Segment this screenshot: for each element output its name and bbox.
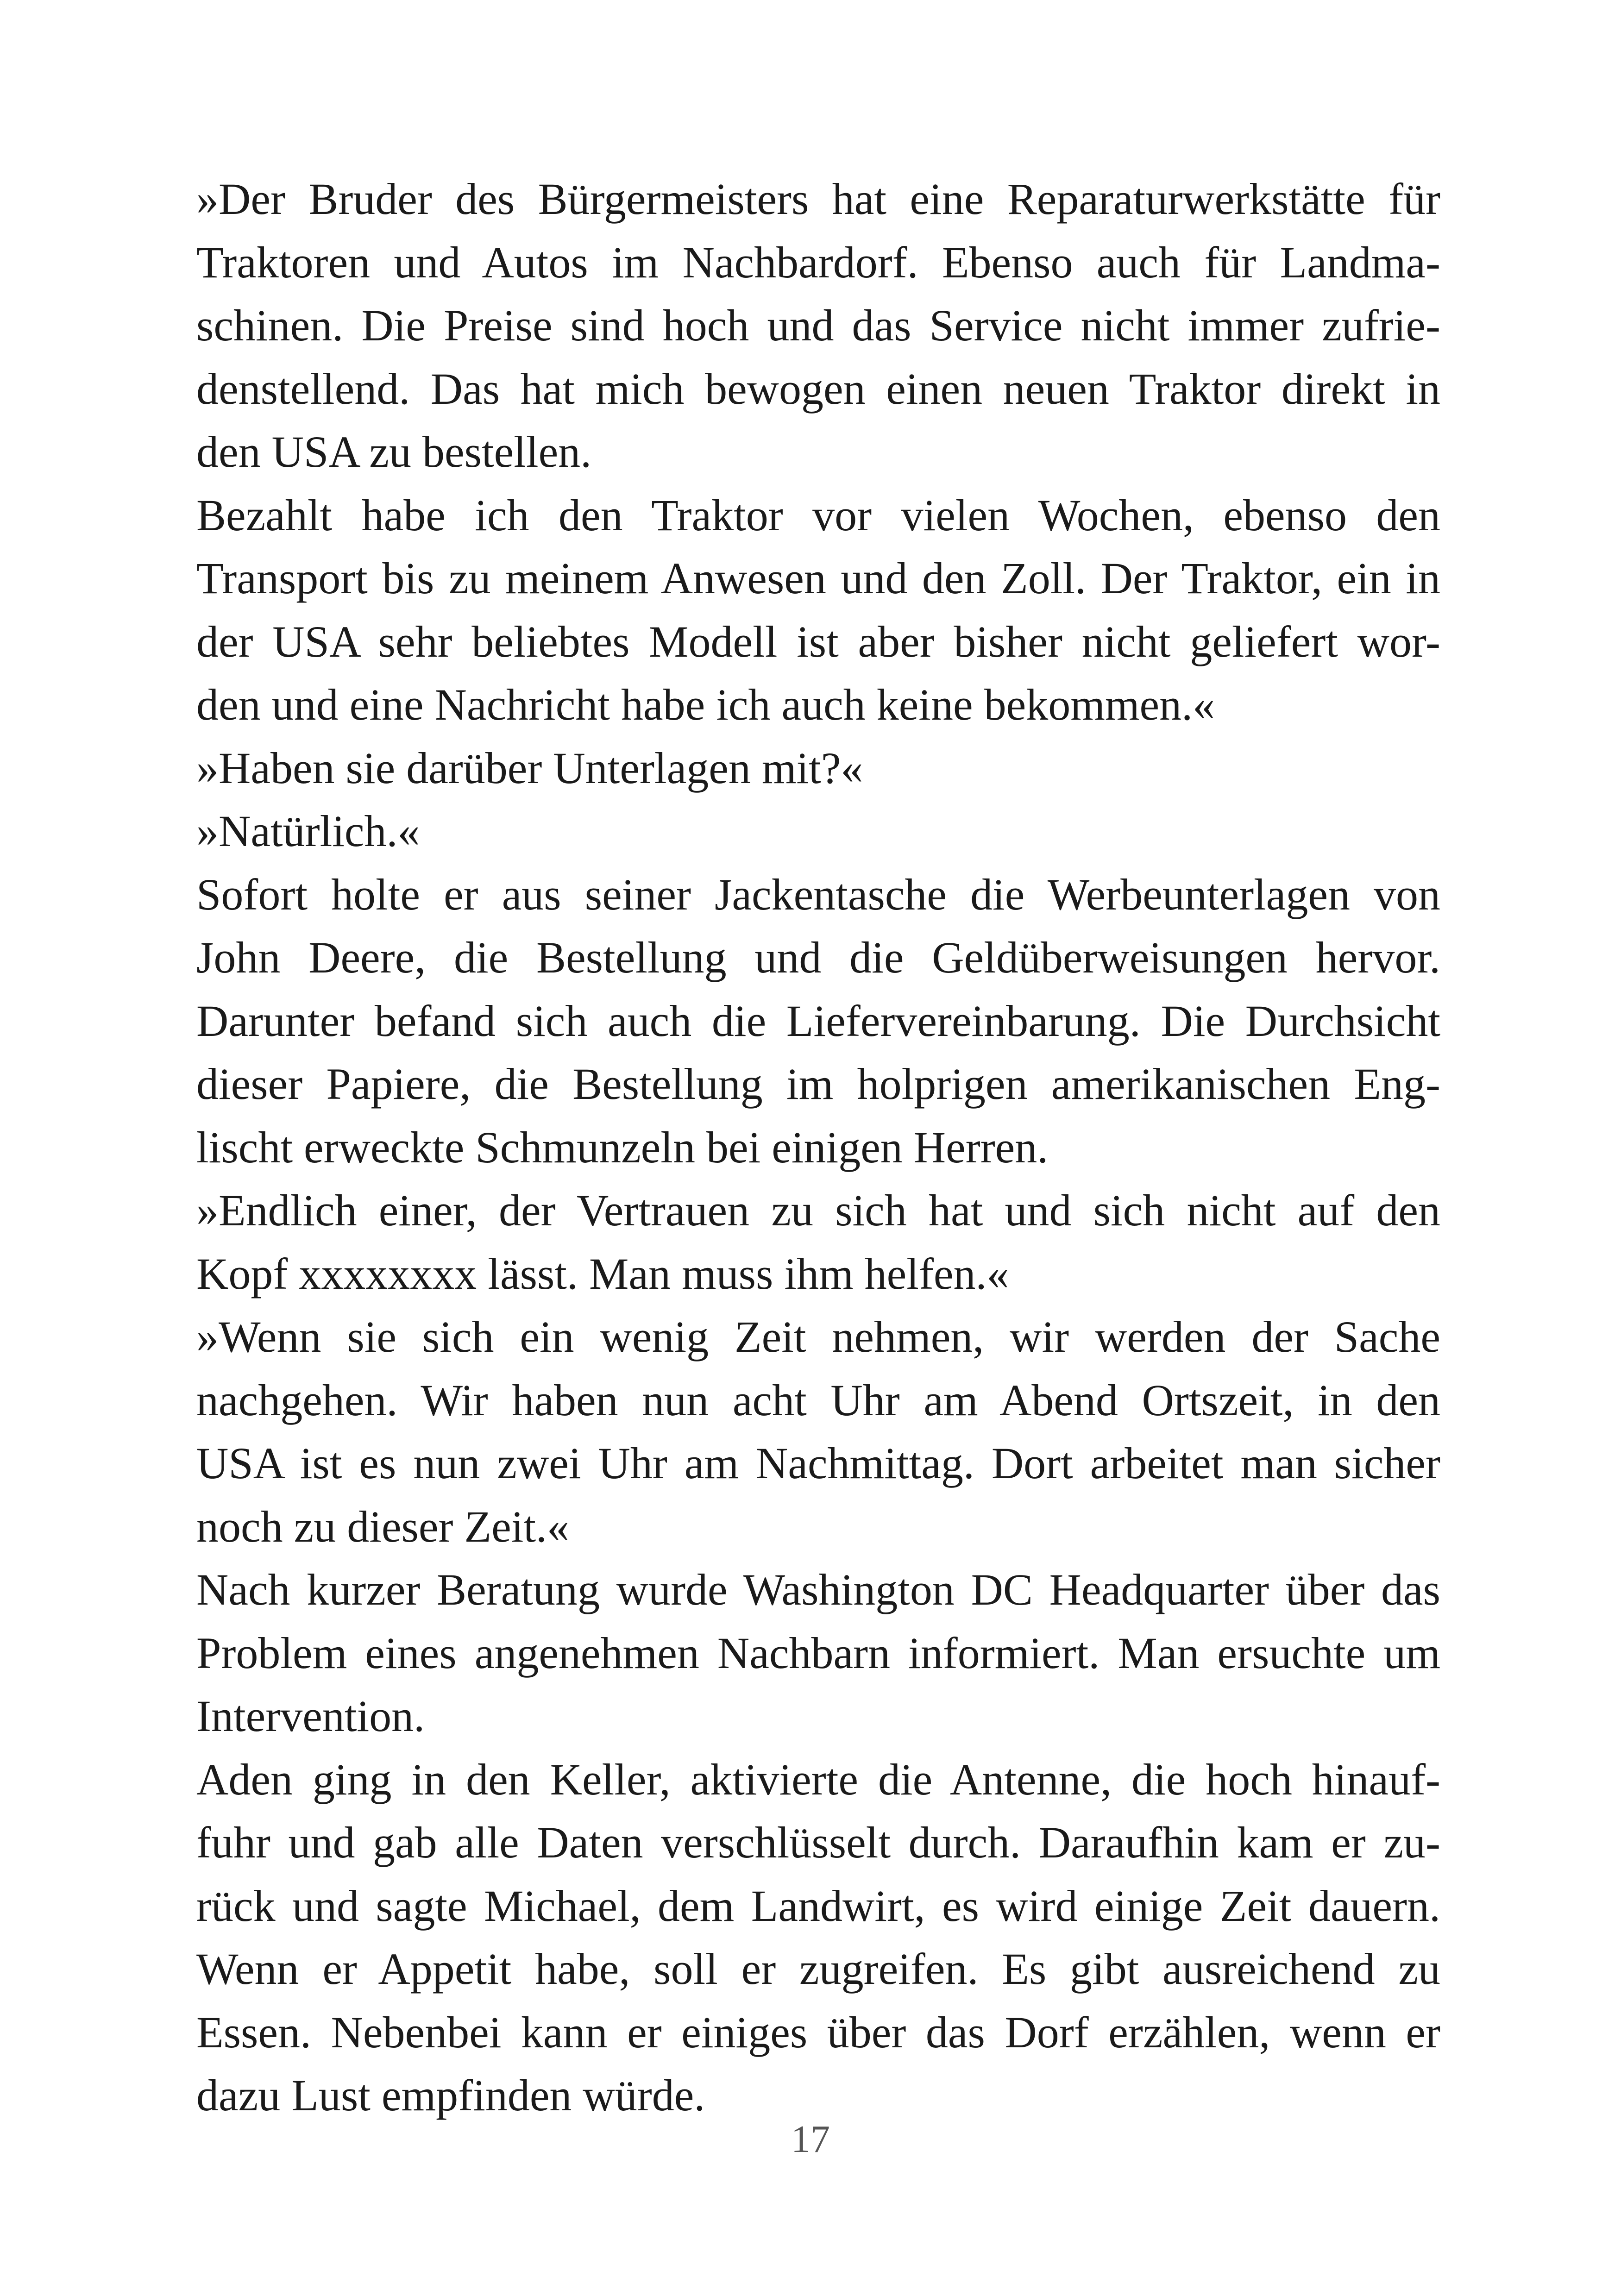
text-line: Wenn er Appetit habe, soll er zugreifen. Es gibt ausreichend zu (196, 1944, 1440, 1994)
text-line: John Deere, die Bestellung und die Geldüberweisungen hervor. (196, 933, 1440, 982)
page-number: 17 (791, 2118, 830, 2161)
text-line: Nach kurzer Beratung wurde Washington DC Headquarter über das (196, 1565, 1440, 1614)
text-line: Sofort holte er aus seiner Jackentasche die Werbeunterlagen von (196, 869, 1440, 919)
text-line: Intervention. (196, 1691, 425, 1741)
text-line: »Haben sie darüber Unterlagen mit?« (196, 743, 863, 793)
text-line: rück und sagte Michael, dem Landwirt, es wird einige Zeit dauern. (196, 1881, 1440, 1931)
text-line: Transport bis zu meinem Anwesen und den Zoll. Der Traktor, ein in (196, 553, 1440, 603)
text-line: dazu Lust empfinden würde. (196, 2070, 705, 2120)
text-line: Essen. Nebenbei kann er einiges über das Dorf erzählen, wenn er (196, 2007, 1440, 2057)
text-line: schinen. Die Preise sind hoch und das Service nicht immer zufrie- (196, 301, 1440, 350)
text-line: Kopf xxxxxxxx lässt. Man muss ihm helfen.« (196, 1248, 1009, 1299)
text-line: den USA zu bestellen. (196, 427, 592, 477)
body-text (196, 168, 1440, 2127)
text-line: Aden ging in den Keller, aktivierte die Antenne, die hoch hinauf- (196, 1754, 1440, 1804)
text-line: fuhr und gab alle Daten verschlüsselt durch. Daraufhin kam er zu- (196, 1818, 1440, 1867)
text-line: nachgehen. Wir haben nun acht Uhr am Abend Ortszeit, in den (196, 1375, 1440, 1425)
text-line: »Der Bruder des Bürgermeisters hat eine Reparaturwerkstätte für (196, 174, 1440, 224)
text-line: lischt erweckte Schmunzeln bei einigen Herren. (196, 1122, 1049, 1172)
text-line: »Natürlich.« (196, 806, 420, 856)
text-line: »Wenn sie sich ein wenig Zeit nehmen, wir werden der Sache (196, 1312, 1440, 1361)
text-line: der USA sehr beliebtes Modell ist aber bisher nicht geliefert wor- (196, 616, 1440, 666)
text-line: Problem eines angenehmen Nachbarn informiert. Man ersuchte um (196, 1628, 1440, 1678)
text-line: dieser Papiere, die Bestellung im holprigen amerikanischen Eng- (196, 1059, 1440, 1109)
text-line: Traktoren und Autos im Nachbardorf. Ebenso auch für Landma- (196, 237, 1440, 287)
text-line: Bezahlt habe ich den Traktor vor vielen Wochen, ebenso den (196, 490, 1440, 540)
text-line: »Endlich einer, der Vertrauen zu sich hat und sich nicht auf den (196, 1186, 1440, 1235)
text-line: den und eine Nachricht habe ich auch keine bekommen.« (196, 680, 1215, 729)
text-line: USA ist es nun zwei Uhr am Nachmittag. Dort arbeitet man sicher (196, 1438, 1440, 1488)
text-line: denstellend. Das hat mich bewogen einen neuen Traktor direkt in (196, 364, 1440, 414)
text-line: noch zu dieser Zeit.« (196, 1501, 570, 1551)
text-line: Darunter befand sich auch die Liefervereinbarung. Die Durchsicht (196, 996, 1440, 1046)
